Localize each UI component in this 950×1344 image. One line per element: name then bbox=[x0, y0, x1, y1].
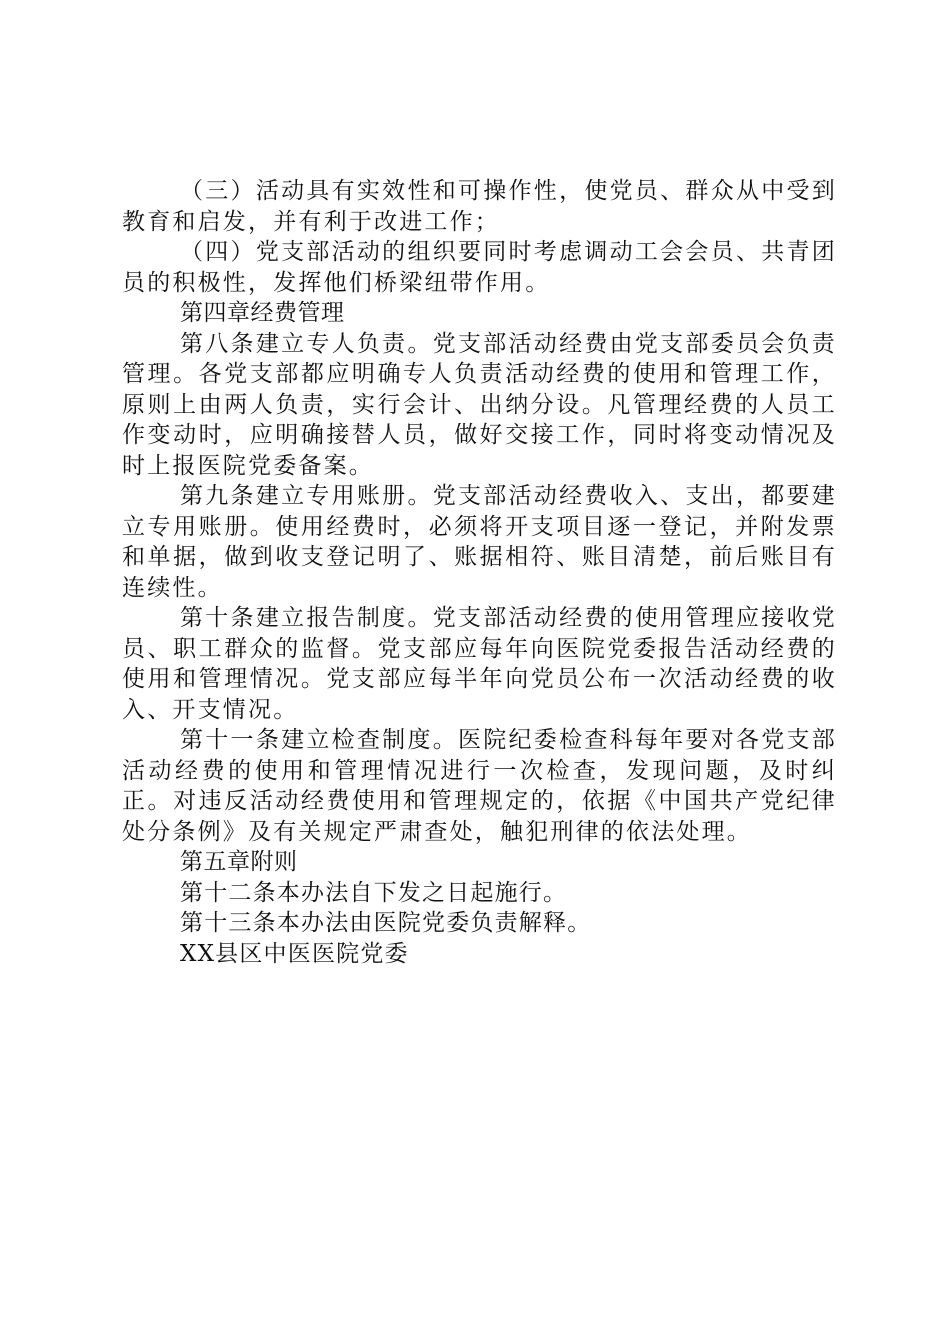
document-body bbox=[122, 176, 837, 969]
article-8: 第八条建立专人负责。党支部活动经费由党支部委员会负责管理。各党支部都应明确专人负责活动经费的使用和管理工作，原则上由两人负责，实行会计、出纳分设。凡管理经费的人员工作变动时，应明确接替人员，做好交接工作，同时将变动情况及时上报医院党委备案。 bbox=[122, 330, 837, 479]
article-12: 第十二条本办法自下发之日起施行。 bbox=[180, 879, 568, 906]
paragraph-item-4: （四）党支部活动的组织要同时考虑调动工会会员、共青团员的积极性，发挥他们桥梁纽带作用。 bbox=[122, 239, 837, 296]
chapter-heading-4: 第四章经费管理 bbox=[180, 300, 345, 326]
article-9: 第九条建立专用账册。党支部活动经费收入、支出，都要建立专用账册。使用经费时，必须将开支项目逐一登记，并附发票和单据，做到收支登记明了、账据相符、账目清楚，前后账目有连续性。 bbox=[122, 483, 837, 601]
article-13: 第十三条本办法由医院党委负责解释。 bbox=[180, 910, 592, 936]
article-11: 第十一条建立检查制度。医院纪委检查科每年要对各党支部活动经费的使用和管理情况进行一次检查，发现问题，及时纠正。对违反活动经费使用和管理规定的，依据《中国共产党纪律处分条例》及有关规定严肃查处，触犯刑律的依法处理。 bbox=[122, 727, 837, 845]
paragraph-item-3: （三）活动具有实效性和可操作性，使党员、群众从中受到教育和启发，并有利于改进工作； bbox=[122, 178, 837, 235]
article-10: 第十条建立报告制度。党支部活动经费的使用管理应接收党员、职工群众的监督。党支部应每年向医院党委报告活动经费的使用和管理情况。党支部应每半年向党员公布一次活动经费的收入、开支情况。 bbox=[122, 605, 837, 723]
signature-organization: XX县区中医医院党委 bbox=[180, 940, 409, 967]
chapter-heading-5: 第五章附则 bbox=[180, 849, 298, 875]
